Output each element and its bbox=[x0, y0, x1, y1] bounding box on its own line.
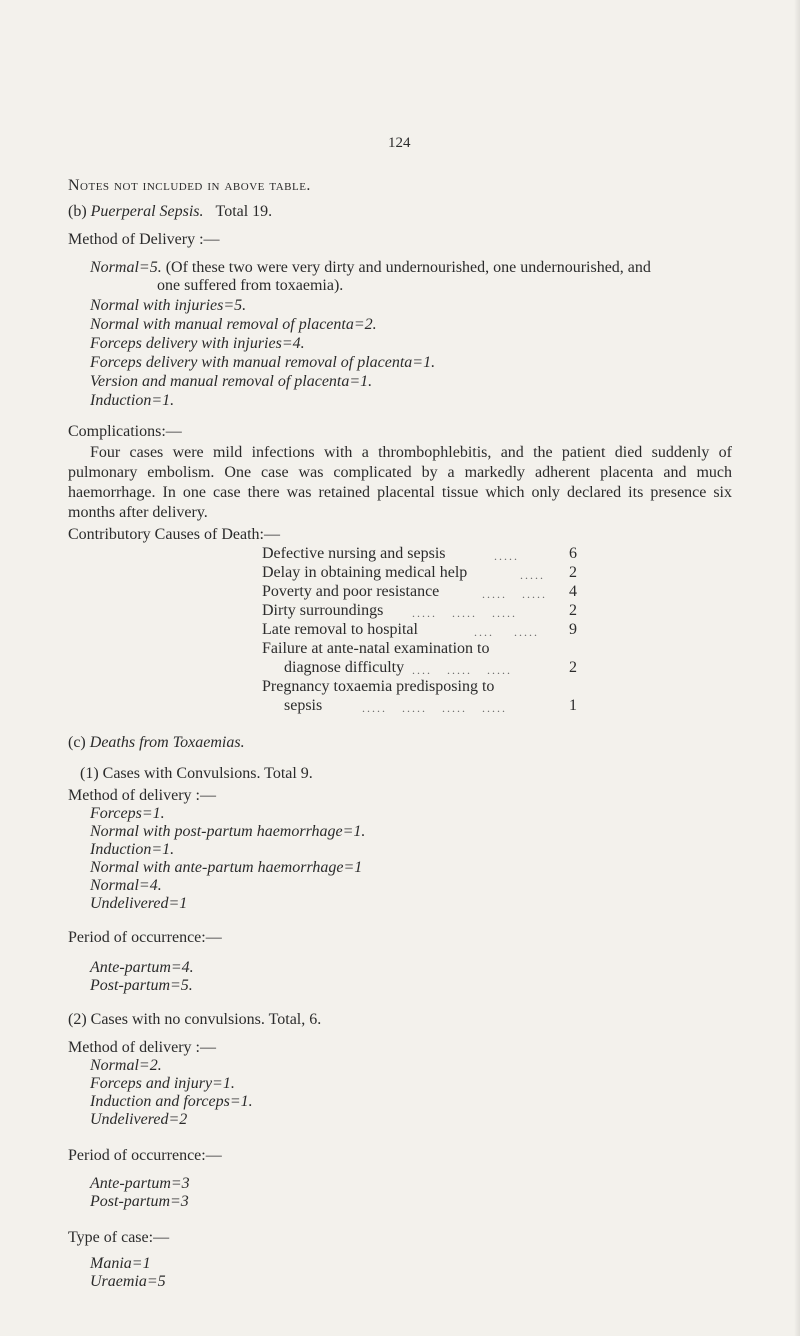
leader-dots: .... ..... ..... bbox=[412, 663, 512, 677]
convulsions-method-item: Normal with post-partum haemorrhage=1. bbox=[90, 823, 366, 840]
complications-label: Complications:— bbox=[68, 423, 182, 440]
cause-value: 6 bbox=[569, 545, 577, 562]
cause-label: Delay in obtaining medical help bbox=[262, 564, 468, 581]
cause-value: 2 bbox=[569, 602, 577, 619]
convulsions-period-label: Period of occurrence:— bbox=[68, 929, 222, 946]
puerperal-method-item: Normal with manual removal of placenta=2. bbox=[90, 316, 377, 333]
puerperal-method-item: Forceps delivery with manual removal of placenta=1. bbox=[90, 354, 436, 371]
cause-label: sepsis bbox=[284, 697, 323, 714]
no-convulsions-method-item: Forceps and injury=1. bbox=[90, 1075, 235, 1092]
page-edge-shadow bbox=[794, 0, 800, 1336]
leader-dots: ..... bbox=[520, 568, 545, 582]
puerperal-total: Total 19. bbox=[215, 203, 273, 220]
cause-label: Failure at ante-natal examination to bbox=[262, 640, 490, 657]
cause-label: Poverty and poor resistance bbox=[262, 583, 440, 600]
convulsions-period-item: Ante-partum=4. bbox=[90, 959, 194, 976]
type-of-case-item: Uraemia=5 bbox=[90, 1273, 166, 1290]
cause-label: Late removal to hospital bbox=[262, 621, 418, 638]
no-convulsions-heading: (2) Cases with no convulsions. Total, 6. bbox=[68, 1011, 322, 1028]
cause-value: 9 bbox=[569, 621, 577, 638]
puerperal-normal: Normal=5. bbox=[90, 259, 162, 276]
page-number: 124 bbox=[388, 135, 411, 151]
leader-dots: .... ..... bbox=[474, 625, 539, 639]
no-convulsions-method-item: Normal=2. bbox=[90, 1057, 162, 1074]
toxaemias-prefix: (c) bbox=[68, 734, 86, 751]
leader-dots: ..... ..... ..... bbox=[412, 606, 517, 620]
cause-label: Defective nursing and sepsis bbox=[262, 545, 446, 562]
puerperal-method-label: Method of Delivery :— bbox=[68, 231, 220, 248]
cause-value: 4 bbox=[569, 583, 577, 600]
no-convulsions-method-item: Induction and forceps=1. bbox=[90, 1093, 253, 1110]
cause-value: 2 bbox=[569, 564, 577, 581]
convulsions-method-item: Normal with ante-partum haemorrhage=1 bbox=[90, 859, 363, 876]
type-of-case-label: Type of case:— bbox=[68, 1229, 170, 1246]
toxaemias-title bbox=[68, 733, 245, 753]
complications-text: Four cases were mild infections with a thrombophlebitis, and the patient died suddenly of pulmonary embolism. One case was complicated by a markedly adherent placenta and much haemorrhage. In one case there was retained placental tissue which only declared its presence six months after delivery. bbox=[68, 444, 732, 521]
convulsions-heading: (1) Cases with Convulsions. Total 9. bbox=[80, 765, 313, 782]
cause-value: 1 bbox=[569, 697, 577, 714]
convulsions-method-item: Forceps=1. bbox=[90, 805, 165, 822]
puerperal-method-item: Version and manual removal of placenta=1. bbox=[90, 373, 373, 390]
cause-label: Dirty surroundings bbox=[262, 602, 384, 619]
cause-label: diagnose difficulty bbox=[284, 659, 405, 676]
no-convulsions-method-item: Undelivered=2 bbox=[90, 1111, 188, 1128]
leader-dots: ..... ..... ..... ..... bbox=[362, 701, 507, 715]
puerperal-normal-note-2: one suffered from toxaemia). bbox=[157, 277, 344, 294]
section-heading: Notes not included in above table. bbox=[68, 177, 311, 194]
convulsions-method-item: Normal=4. bbox=[90, 877, 162, 894]
convulsions-period-item: Post-partum=5. bbox=[90, 977, 193, 994]
puerperal-normal-note-1: (Of these two were very dirty and undernourished, one undernourished, and bbox=[165, 259, 651, 276]
puerperal-method-item: Induction=1. bbox=[90, 392, 175, 409]
leader-dots: ..... ..... bbox=[482, 587, 547, 601]
puerperal-title bbox=[68, 202, 272, 222]
puerperal-prefix: (b) bbox=[68, 203, 87, 220]
no-convulsions-period-label: Period of occurrence:— bbox=[68, 1147, 222, 1164]
no-convulsions-method-label: Method of delivery :— bbox=[68, 1039, 216, 1056]
convulsions-method-label: Method of delivery :— bbox=[68, 787, 216, 804]
convulsions-method-item: Induction=1. bbox=[90, 841, 175, 858]
convulsions-method-item: Undelivered=1 bbox=[90, 895, 188, 912]
causes-list bbox=[262, 544, 582, 715]
no-convulsions-period-item: Post-partum=3 bbox=[90, 1193, 189, 1210]
no-convulsions-period-item: Ante-partum=3 bbox=[90, 1175, 190, 1192]
toxaemias-title-text: Deaths from Toxaemias. bbox=[89, 734, 245, 751]
puerperal-method-item: Forceps delivery with injuries=4. bbox=[90, 335, 305, 352]
cause-label: Pregnancy toxaemia predisposing to bbox=[262, 678, 495, 695]
type-of-case-item: Mania=1 bbox=[90, 1255, 151, 1272]
puerperal-title-text: Puerperal Sepsis. bbox=[90, 203, 204, 220]
leader-dots: ..... bbox=[494, 549, 519, 563]
contributory-label: Contributory Causes of Death:— bbox=[68, 526, 280, 543]
puerperal-normal-line bbox=[90, 258, 651, 278]
puerperal-method-item: Normal with injuries=5. bbox=[90, 297, 247, 314]
cause-value: 2 bbox=[569, 659, 577, 676]
